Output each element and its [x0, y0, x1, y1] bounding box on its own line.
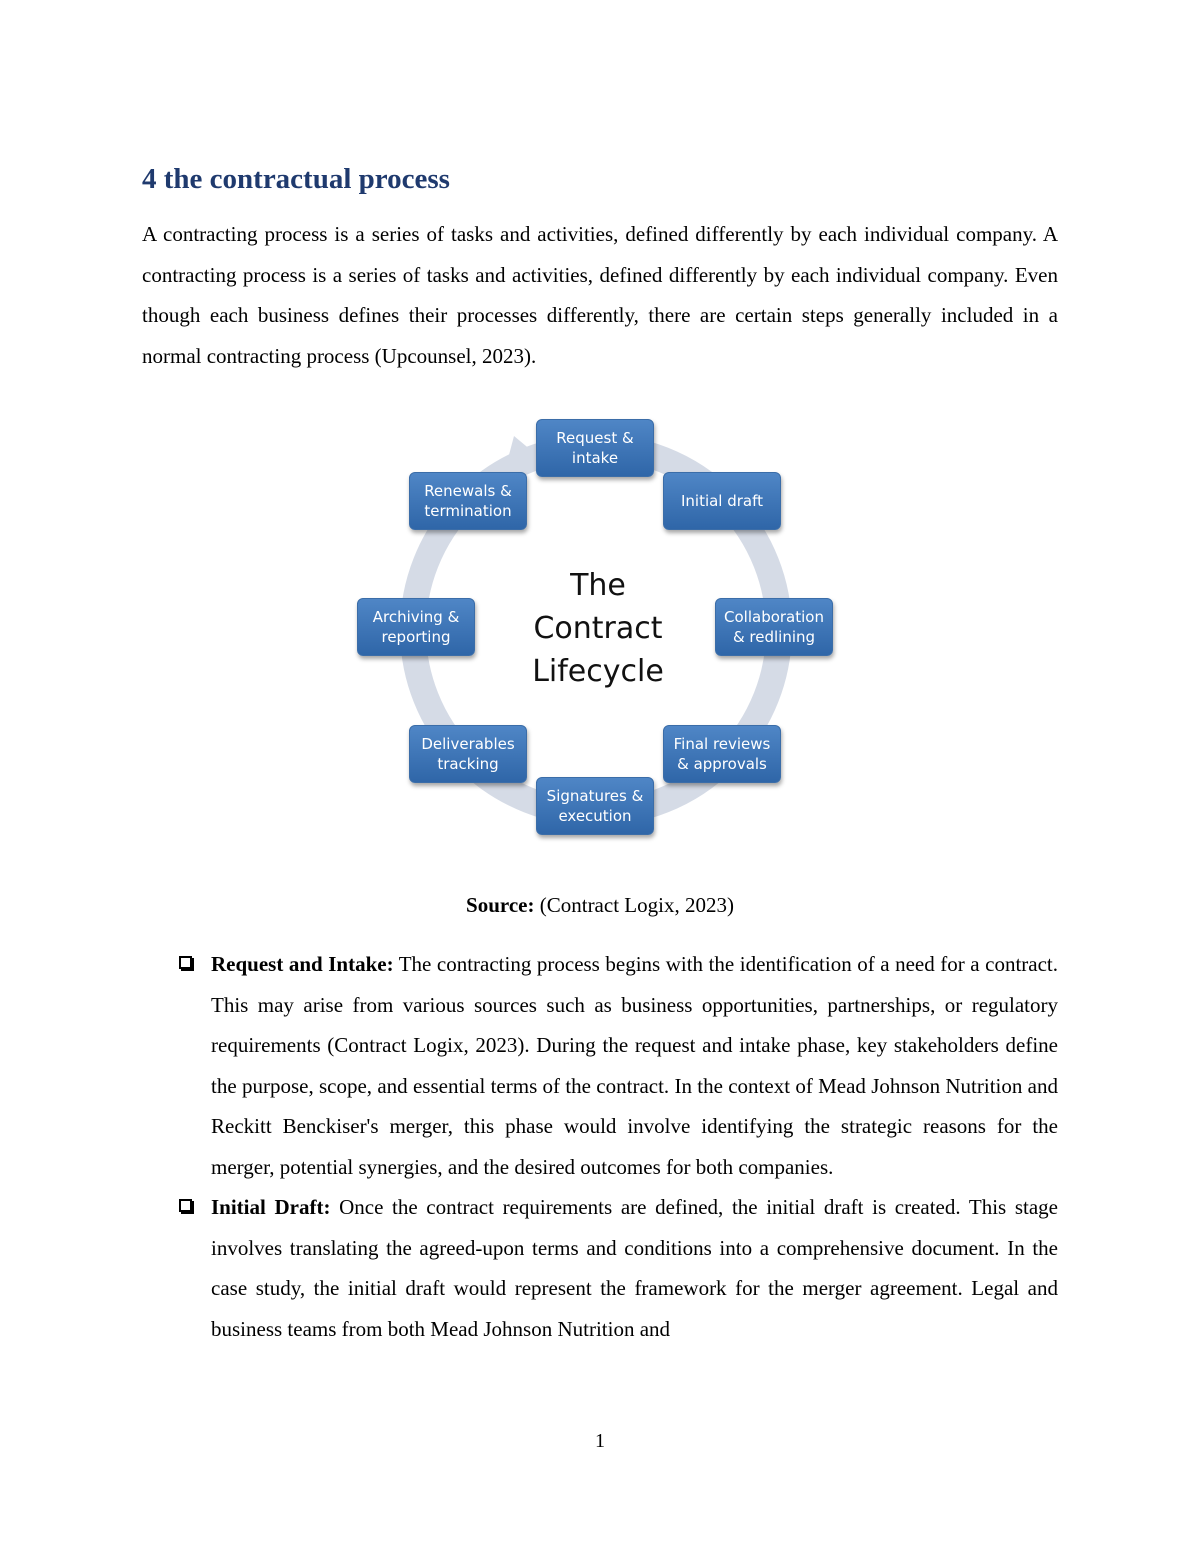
bullet-term: Request and Intake:	[211, 952, 394, 976]
checkbox-bullet-icon	[179, 956, 192, 969]
checkbox-bullet-icon	[179, 1199, 192, 1212]
bullet-text: The contracting process begins with the identification of a need for a contract. This may arise from various sources such as business opportunities, partnerships, or regulatory requirements (Contract Logix, 2023). During the request and intake phase, key stakeholders define the purpose, scope, and essential terms of the contract. In the context of Mead Johnson Nutrition and Reckitt Benckiser's merger, this phase would involve identifying the strategic reasons for the merger, potential synergies, and the desired outcomes for both companies.	[211, 952, 1059, 1179]
node-deliverables-tracking: Deliverables tracking	[409, 725, 527, 783]
diagram-center-title: The Contract Lifecycle	[532, 568, 664, 689]
intro-paragraph: A contracting process is a series of tasks and activities, defined differently by each individual company. A contracting process is a series of tasks and activities, defined differently by each individual company. Even though each business defines their processes differently, there are certain steps generally included in a normal contracting process (Upcounsel, 2023).	[142, 222, 1058, 368]
node-signatures-execution: Signatures & execution	[536, 777, 654, 835]
node-collaboration-redlining: Collaboration & redlining	[715, 598, 833, 656]
caption-text: (Contract Logix, 2023)	[534, 893, 734, 917]
caption-label: Source:	[466, 893, 535, 917]
node-renewals-termination: Renewals & termination	[409, 472, 527, 530]
node-archiving-reporting: Archiving & reporting	[357, 598, 475, 656]
bullet-item-initial-draft	[142, 1187, 1058, 1349]
bullet-list	[142, 944, 1058, 1349]
contract-lifecycle-diagram	[352, 412, 840, 848]
node-request-intake: Request & intake	[536, 419, 654, 477]
section-heading: 4 the contractual process	[142, 163, 450, 195]
node-initial-draft: Initial draft	[663, 472, 781, 530]
bullet-text: Once the contract requirements are defined, the initial draft is created. This stage involves translating the agreed-upon terms and conditions into a comprehensive document. In the case study, the initial draft would represent the framework for the merger agreement. Legal and business teams from both Mead Johnson Nutrition and	[211, 1195, 1058, 1341]
bullet-item-request-intake	[142, 944, 1058, 1187]
bullet-term: Initial Draft:	[211, 1195, 331, 1219]
node-final-reviews: Final reviews & approvals	[663, 725, 781, 783]
figure-caption	[0, 893, 1200, 918]
page-number: 1	[595, 1430, 605, 1452]
